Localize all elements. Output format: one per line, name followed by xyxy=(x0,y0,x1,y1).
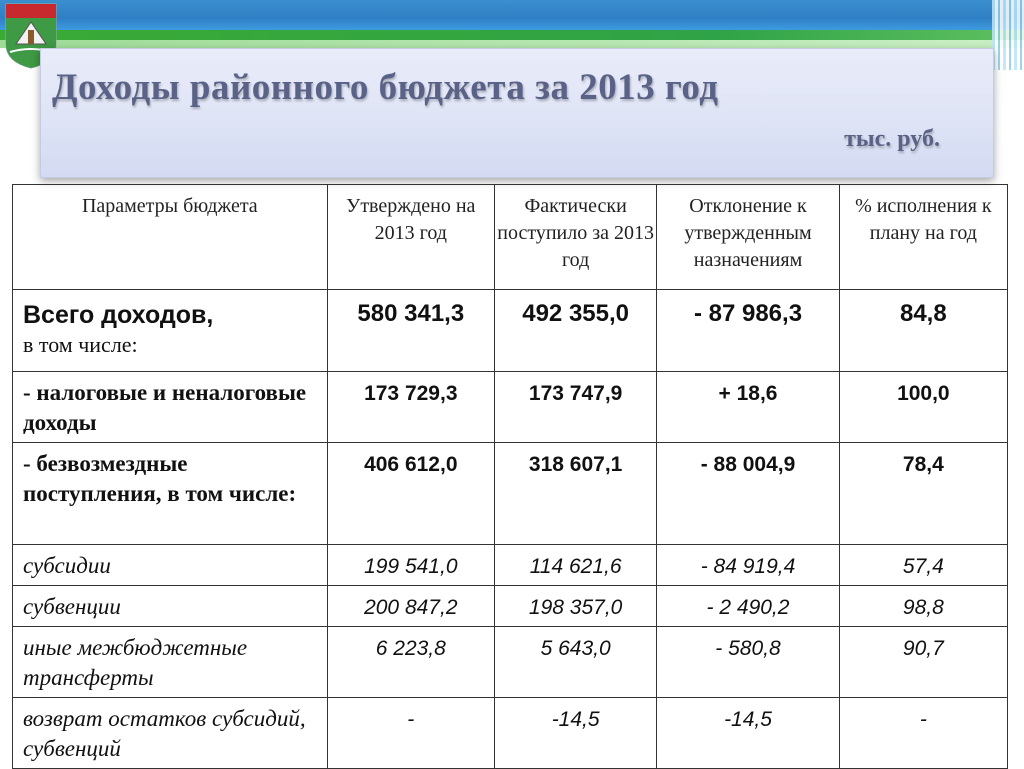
cell-actual: 492 355,0 xyxy=(494,290,656,372)
row-name-subsidies: субсидии xyxy=(13,545,328,586)
cell-percent: 100,0 xyxy=(839,372,1007,443)
table-row xyxy=(13,443,1008,545)
row-name-tax: - налоговые и неналоговые доходы xyxy=(13,372,328,443)
cell-approved: 200 847,2 xyxy=(327,586,494,627)
cell-actual: 173 747,9 xyxy=(494,372,656,443)
decorative-stripes xyxy=(992,0,1024,70)
table-row xyxy=(13,698,1008,769)
cell-approved: 6 223,8 xyxy=(327,627,494,698)
header-deviation: Отклонение к утвержденным назначениям xyxy=(657,185,839,290)
cell-approved: - xyxy=(327,698,494,769)
page-title: Доходы районного бюджета за 2013 год xyxy=(52,67,719,108)
cell-percent: 57,4 xyxy=(839,545,1007,586)
top-lightgreen-band xyxy=(0,40,1024,48)
cell-deviation: - 580,8 xyxy=(657,627,839,698)
cell-approved: 406 612,0 xyxy=(327,443,494,545)
table-header-row xyxy=(13,185,1008,290)
row-name-main: Всего доходов, xyxy=(23,301,214,329)
row-name-other-transfers: иные межбюджетные трансферты xyxy=(13,627,328,698)
cell-approved: 173 729,3 xyxy=(327,372,494,443)
cell-percent: 98,8 xyxy=(839,586,1007,627)
row-name-returns: возврат остатков субсидий, субвенций xyxy=(13,698,328,769)
cell-deviation: - 88 004,9 xyxy=(657,443,839,545)
table-row xyxy=(13,545,1008,586)
cell-actual: -14,5 xyxy=(494,698,656,769)
cell-deviation: - 87 986,3 xyxy=(657,290,839,372)
header-approved: Утверждено на 2013 год xyxy=(327,185,494,290)
budget-table xyxy=(12,184,1008,769)
row-name-gratuitous: - безвозмездные поступления, в том числе: xyxy=(13,443,328,545)
table-row xyxy=(13,627,1008,698)
cell-percent: 84,8 xyxy=(839,290,1007,372)
cell-deviation: - 2 490,2 xyxy=(657,586,839,627)
table-row xyxy=(13,372,1008,443)
units-label: тыс. руб. xyxy=(844,126,940,152)
cell-deviation: - 84 919,4 xyxy=(657,545,839,586)
cell-approved: 580 341,3 xyxy=(327,290,494,372)
header-percent: % исполнения к плану на год xyxy=(839,185,1007,290)
row-name-subventions: субвенции xyxy=(13,586,328,627)
cell-percent: - xyxy=(839,698,1007,769)
cell-deviation: + 18,6 xyxy=(657,372,839,443)
row-name-total xyxy=(13,290,328,372)
cell-actual: 5 643,0 xyxy=(494,627,656,698)
header-params: Параметры бюджета xyxy=(13,185,328,290)
cell-actual: 198 357,0 xyxy=(494,586,656,627)
row-name-sub: в том числе: xyxy=(23,332,138,357)
cell-actual: 114 621,6 xyxy=(494,545,656,586)
cell-actual: 318 607,1 xyxy=(494,443,656,545)
cell-deviation: -14,5 xyxy=(657,698,839,769)
table-row xyxy=(13,290,1008,372)
top-green-band xyxy=(0,30,1024,40)
header-actual: Фактически поступило за 2013 год xyxy=(494,185,656,290)
cell-percent: 90,7 xyxy=(839,627,1007,698)
top-blue-band xyxy=(0,0,1024,30)
table-row xyxy=(13,586,1008,627)
cell-approved: 199 541,0 xyxy=(327,545,494,586)
cell-percent: 78,4 xyxy=(839,443,1007,545)
